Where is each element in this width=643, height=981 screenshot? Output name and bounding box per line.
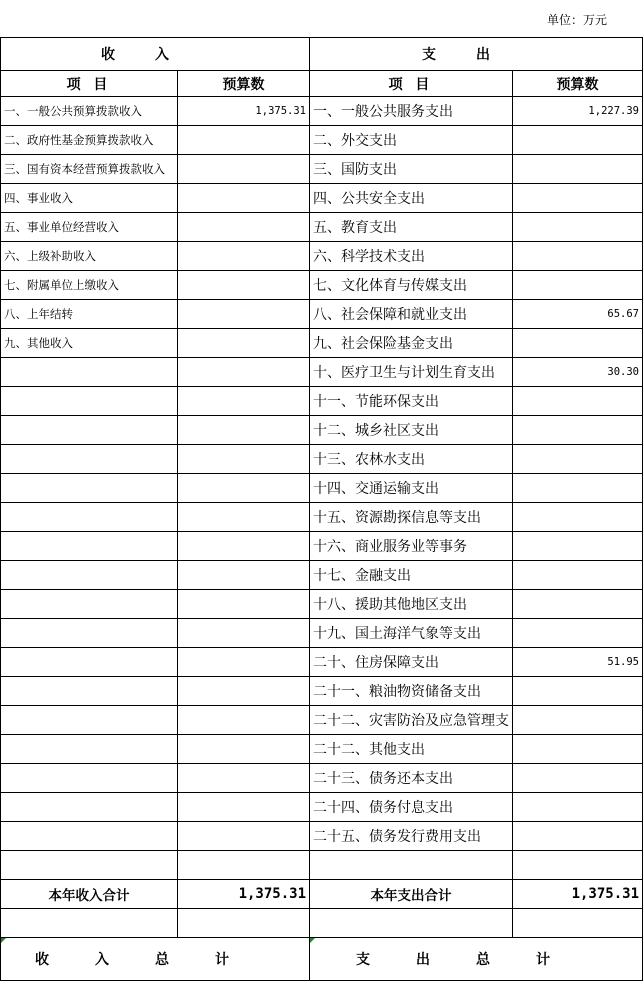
- expense-item-cell: 十六、商业服务业等事务: [310, 532, 513, 561]
- income-grand-total-label: [1, 938, 310, 981]
- income-item-cell: 七、附属单位上缴收入: [1, 271, 178, 300]
- income-item-cell: 二、政府性基金预算拨款收入: [1, 126, 178, 155]
- table-row: [1, 213, 643, 242]
- expense-section-header: 支出: [310, 38, 643, 71]
- table-row: [1, 822, 643, 851]
- expense-value-cell: [513, 706, 643, 735]
- table-row: [1, 184, 643, 213]
- blank-cell: [310, 909, 513, 938]
- expense-value-cell: 65.67: [513, 300, 643, 329]
- income-item-cell: [1, 532, 178, 561]
- table-row: [1, 503, 643, 532]
- income-item-cell: [1, 677, 178, 706]
- income-value-cell: [178, 329, 310, 358]
- expense-item-cell: 二十一、粮油物资储备支出: [310, 677, 513, 706]
- expense-value-cell: 1,227.39: [513, 97, 643, 126]
- table-row: [1, 329, 643, 358]
- expense-item-cell: 二十、住房保障支出: [310, 648, 513, 677]
- table-row: [1, 387, 643, 416]
- expense-item-cell: 二十二、其他支出: [310, 735, 513, 764]
- expense-value-cell: [513, 590, 643, 619]
- income-total-value: 1,375.31: [178, 880, 310, 909]
- table-row: [1, 590, 643, 619]
- table-row: [1, 561, 643, 590]
- table-row: [1, 735, 643, 764]
- income-item-cell: [1, 793, 178, 822]
- income-value-cell: [178, 764, 310, 793]
- expense-value-cell: [513, 561, 643, 590]
- income-value-cell: 1,375.31: [178, 97, 310, 126]
- expense-value-cell: [513, 851, 643, 880]
- income-value-cell: [178, 474, 310, 503]
- table-row: [1, 648, 643, 677]
- expense-value-cell: [513, 387, 643, 416]
- expense-value-cell: [513, 793, 643, 822]
- budget-table: [0, 37, 643, 981]
- income-value-cell: [178, 735, 310, 764]
- table-row: [1, 851, 643, 880]
- income-value-cell: [178, 503, 310, 532]
- income-value-cell: [178, 271, 310, 300]
- income-value-cell: [178, 155, 310, 184]
- expense-value-cell: 51.95: [513, 648, 643, 677]
- income-item-cell: 三、国有资本经营预算拨款收入: [1, 155, 178, 184]
- income-item-cell: [1, 590, 178, 619]
- income-value-cell: [178, 648, 310, 677]
- expense-item-cell: 六、科学技术支出: [310, 242, 513, 271]
- income-value-cell: [178, 793, 310, 822]
- expense-item-cell: 二、外交支出: [310, 126, 513, 155]
- income-value-cell: [178, 532, 310, 561]
- blank-row: [1, 909, 643, 938]
- expense-item-cell: [310, 851, 513, 880]
- expense-budget-header: 预算数: [513, 71, 643, 97]
- income-value-cell: [178, 358, 310, 387]
- expense-value-cell: [513, 445, 643, 474]
- income-value-cell: [178, 126, 310, 155]
- expense-value-cell: [513, 213, 643, 242]
- table-row: [1, 416, 643, 445]
- table-row: [1, 706, 643, 735]
- expense-value-cell: [513, 329, 643, 358]
- income-value-cell: [178, 416, 310, 445]
- income-item-cell: [1, 445, 178, 474]
- expense-item-cell: 十、医疗卫生与计划生育支出: [310, 358, 513, 387]
- expense-item-cell: 十三、农林水支出: [310, 445, 513, 474]
- income-section-header: 收入: [1, 38, 310, 71]
- income-item-cell: [1, 503, 178, 532]
- expense-grand-total-label: [310, 938, 643, 981]
- expense-item-cell: 十四、交通运输支出: [310, 474, 513, 503]
- cell-marker-icon: [1, 938, 6, 943]
- expense-item-cell: 四、公共安全支出: [310, 184, 513, 213]
- expense-item-cell: 十二、城乡社区支出: [310, 416, 513, 445]
- table-row: [1, 242, 643, 271]
- cell-marker-icon: [310, 938, 315, 943]
- expense-item-cell: 七、文化体育与传媒支出: [310, 271, 513, 300]
- expense-value-cell: 30.30: [513, 358, 643, 387]
- expense-value-cell: [513, 416, 643, 445]
- header-row-columns: [1, 71, 643, 97]
- grand-total-text: 支出总计: [356, 952, 596, 968]
- expense-item-cell: 二十三、债务还本支出: [310, 764, 513, 793]
- income-value-cell: [178, 822, 310, 851]
- expense-total-value: 1,375.31: [513, 880, 643, 909]
- income-value-cell: [178, 590, 310, 619]
- grand-total-text: 收入总计: [35, 952, 275, 968]
- table-row: [1, 271, 643, 300]
- expense-item-cell: 十七、金融支出: [310, 561, 513, 590]
- income-item-cell: [1, 648, 178, 677]
- income-item-cell: 一、一般公共预算拨款收入: [1, 97, 178, 126]
- income-budget-header: 预算数: [178, 71, 310, 97]
- income-value-cell: [178, 387, 310, 416]
- income-value-cell: [178, 300, 310, 329]
- totals-row: [1, 880, 643, 909]
- expense-item-cell: 十九、国土海洋气象等支出: [310, 619, 513, 648]
- table-row: [1, 474, 643, 503]
- grand-total-row: [1, 938, 643, 981]
- income-item-cell: [1, 416, 178, 445]
- blank-cell: [1, 909, 178, 938]
- table-row: [1, 358, 643, 387]
- expense-value-cell: [513, 677, 643, 706]
- expense-value-cell: [513, 764, 643, 793]
- expense-item-cell: 八、社会保障和就业支出: [310, 300, 513, 329]
- expense-value-cell: [513, 184, 643, 213]
- expense-total-label: 本年支出合计: [310, 880, 513, 909]
- table-row: [1, 126, 643, 155]
- table-row: [1, 445, 643, 474]
- income-item-cell: [1, 358, 178, 387]
- income-value-cell: [178, 242, 310, 271]
- expense-value-cell: [513, 155, 643, 184]
- income-total-label: 本年收入合计: [1, 880, 178, 909]
- table-row: [1, 155, 643, 184]
- income-item-cell: [1, 764, 178, 793]
- expense-value-cell: [513, 735, 643, 764]
- table-row: [1, 793, 643, 822]
- income-value-cell: [178, 706, 310, 735]
- table-row: [1, 677, 643, 706]
- expense-item-cell: 二十四、债务付息支出: [310, 793, 513, 822]
- header-row-sections: [1, 38, 643, 71]
- income-item-cell: [1, 561, 178, 590]
- income-value-cell: [178, 851, 310, 880]
- income-value-cell: [178, 184, 310, 213]
- expense-item-header: 项 目: [310, 71, 513, 97]
- income-item-cell: 九、其他收入: [1, 329, 178, 358]
- income-value-cell: [178, 677, 310, 706]
- table-row: [1, 764, 643, 793]
- income-value-cell: [178, 561, 310, 590]
- expense-value-cell: [513, 532, 643, 561]
- income-item-cell: [1, 387, 178, 416]
- expense-value-cell: [513, 503, 643, 532]
- unit-label: 单位：万元: [546, 13, 607, 27]
- expense-item-cell: 三、国防支出: [310, 155, 513, 184]
- table-row: [1, 532, 643, 561]
- income-value-cell: [178, 213, 310, 242]
- table-row: [1, 97, 643, 126]
- expense-item-cell: 九、社会保险基金支出: [310, 329, 513, 358]
- income-value-cell: [178, 445, 310, 474]
- expense-item-cell: 五、教育支出: [310, 213, 513, 242]
- expense-item-cell: 一、一般公共服务支出: [310, 97, 513, 126]
- income-item-cell: 五、事业单位经营收入: [1, 213, 178, 242]
- income-item-cell: [1, 619, 178, 648]
- expense-value-cell: [513, 271, 643, 300]
- income-item-cell: 四、事业收入: [1, 184, 178, 213]
- table-row: [1, 300, 643, 329]
- income-item-header: 项 目: [1, 71, 178, 97]
- income-item-cell: [1, 735, 178, 764]
- expense-value-cell: [513, 619, 643, 648]
- income-value-cell: [178, 619, 310, 648]
- expense-value-cell: [513, 242, 643, 271]
- expense-item-cell: 十一、节能环保支出: [310, 387, 513, 416]
- income-item-cell: [1, 474, 178, 503]
- blank-cell: [178, 909, 310, 938]
- table-row: [1, 619, 643, 648]
- income-item-cell: [1, 851, 178, 880]
- income-item-cell: 六、上级补助收入: [1, 242, 178, 271]
- income-item-cell: [1, 706, 178, 735]
- expense-item-cell: 十五、资源勘探信息等支出: [310, 503, 513, 532]
- expense-item-cell: 二十五、债务发行费用支出: [310, 822, 513, 851]
- expense-item-cell: 二十二、灾害防治及应急管理支: [310, 706, 513, 735]
- expense-item-cell: 十八、援助其他地区支出: [310, 590, 513, 619]
- income-item-cell: 八、上年结转: [1, 300, 178, 329]
- expense-value-cell: [513, 474, 643, 503]
- income-item-cell: [1, 822, 178, 851]
- expense-value-cell: [513, 822, 643, 851]
- blank-cell: [513, 909, 643, 938]
- expense-value-cell: [513, 126, 643, 155]
